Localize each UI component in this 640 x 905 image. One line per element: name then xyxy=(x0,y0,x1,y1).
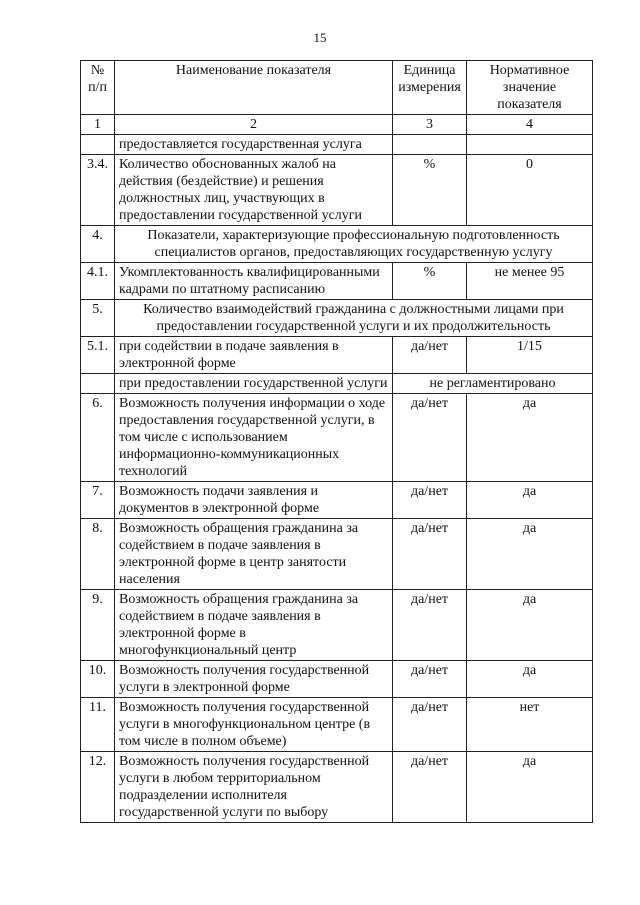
row-name: предоставляется государственная услуга xyxy=(115,135,393,155)
page-number: 15 xyxy=(313,30,327,45)
row-value: 1/15 xyxy=(467,337,593,374)
table-row xyxy=(81,155,593,226)
row-unit: % xyxy=(393,155,467,226)
row-name: Возможность получения государственной услуги в электронной форме xyxy=(115,661,393,698)
row-unit: да/нет xyxy=(393,519,467,590)
row-number: 12. xyxy=(81,752,115,823)
table-row xyxy=(81,263,593,300)
indicators-table xyxy=(80,60,593,823)
row-number: 5.1. xyxy=(81,337,115,374)
column-numbers-row xyxy=(81,115,593,135)
header-name: Наименование показателя xyxy=(115,61,393,115)
row-number: 11. xyxy=(81,698,115,752)
row-unit: да/нет xyxy=(393,337,467,374)
row-name: при содействии в подаче заявления в электронной форме xyxy=(115,337,393,374)
row-number: 8. xyxy=(81,519,115,590)
row-unit: % xyxy=(393,263,467,300)
table-row xyxy=(81,698,593,752)
table-row xyxy=(81,661,593,698)
section-row xyxy=(81,226,593,263)
row-value: да xyxy=(467,394,593,482)
row-number xyxy=(81,135,115,155)
column-number: 4 xyxy=(467,115,593,135)
row-number: 9. xyxy=(81,590,115,661)
header-unit: Единица измерения xyxy=(393,61,467,115)
column-number: 3 xyxy=(393,115,467,135)
row-number: 7. xyxy=(81,482,115,519)
row-unit: да/нет xyxy=(393,661,467,698)
row-unit: да/нет xyxy=(393,590,467,661)
row-name: при предоставлении государственной услуги xyxy=(115,374,393,394)
section-title: Количество взаимодействий гражданина с должностными лицами при предоставлении государственной услуги и их продолжительность xyxy=(115,300,593,337)
header-norm: Нормативное значение показателя xyxy=(467,61,593,115)
header-number: № п/п xyxy=(81,61,115,115)
row-value: 0 xyxy=(467,155,593,226)
row-name: Возможность получения информации о ходе предоставления государственной услуги, в том числе с использованием информационно-коммуникационных технологий xyxy=(115,394,393,482)
table-row xyxy=(81,337,593,374)
row-name: Возможность получения государственной услуги в любом территориальном подразделении исполнителя государственной услуги по выбору xyxy=(115,752,393,823)
row-value: да xyxy=(467,590,593,661)
row-number: 3.4. xyxy=(81,155,115,226)
row-name: Возможность получения государственной услуги в многофункциональном центре (в том числе в полном объеме) xyxy=(115,698,393,752)
row-number: 4. xyxy=(81,226,115,263)
row-value: да xyxy=(467,752,593,823)
table-row xyxy=(81,135,593,155)
row-unit: да/нет xyxy=(393,752,467,823)
section-row xyxy=(81,300,593,337)
row-unit: да/нет xyxy=(393,482,467,519)
row-name: Укомплектованность квалифицированными кадрами по штатному расписанию xyxy=(115,263,393,300)
row-number: 6. xyxy=(81,394,115,482)
row-unit: да/нет xyxy=(393,698,467,752)
row-unit xyxy=(393,135,467,155)
row-value xyxy=(467,135,593,155)
table-row xyxy=(81,519,593,590)
row-name: Возможность обращения гражданина за содействием в подаче заявления в электронной форме в многофункциональный центр xyxy=(115,590,393,661)
section-title: Показатели, характеризующие профессиональную подготовленность специалистов органов, предоставляющих государственную услугу xyxy=(115,226,593,263)
table-row xyxy=(81,482,593,519)
row-value: да xyxy=(467,519,593,590)
row-value: да xyxy=(467,482,593,519)
column-number: 1 xyxy=(81,115,115,135)
table-row xyxy=(81,394,593,482)
row-number xyxy=(81,374,115,394)
row-number: 10. xyxy=(81,661,115,698)
table-header-row xyxy=(81,61,593,115)
table-row xyxy=(81,590,593,661)
row-name: Возможность подачи заявления и документов в электронной форме xyxy=(115,482,393,519)
row-number: 4.1. xyxy=(81,263,115,300)
table-row xyxy=(81,374,593,394)
table-row xyxy=(81,752,593,823)
row-value: нет xyxy=(467,698,593,752)
row-name: Количество обоснованных жалоб на действия (бездействие) и решения должностных лиц, участвующих в предоставлении государственной услуги xyxy=(115,155,393,226)
row-number: 5. xyxy=(81,300,115,337)
row-value: да xyxy=(467,661,593,698)
row-name: Возможность обращения гражданина за содействием в подаче заявления в электронной форме в центр занятости населения xyxy=(115,519,393,590)
row-value: не менее 95 xyxy=(467,263,593,300)
row-value: не регламентировано xyxy=(393,374,593,394)
row-unit: да/нет xyxy=(393,394,467,482)
column-number: 2 xyxy=(115,115,393,135)
